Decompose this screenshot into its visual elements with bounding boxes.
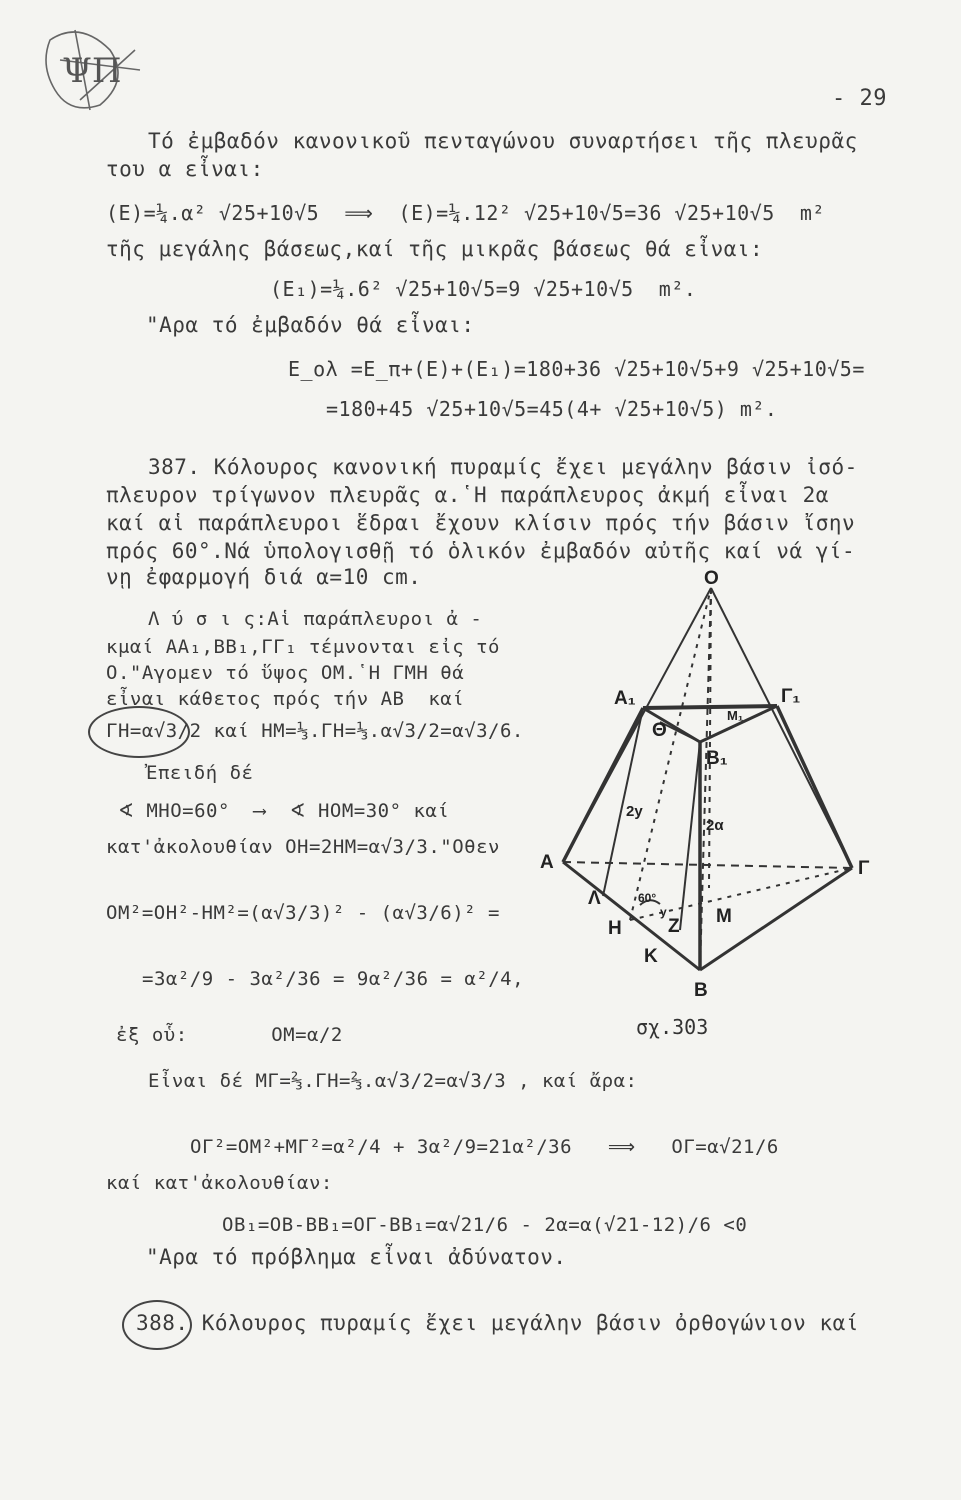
label-K: K (644, 946, 658, 967)
text-line: του α εἶναι: (106, 157, 264, 181)
label-O: O (704, 568, 719, 589)
solution-text: εἶναι κάθετος πρός τήν ΑΒ καί (106, 688, 465, 710)
solution-formula: ΟΒ₁=ΟΒ-ΒΒ₁=ΟΓ-ΒΒ₁=α√21/6 - 2α=α(√21-12)/6 <0 (222, 1214, 748, 1236)
label-2y: 2y (626, 803, 643, 820)
label-B: B (694, 980, 708, 1001)
solution-formula: ∢ ΜΗΟ=60° ⟶ ∢ ΗΟΜ=30° καί (118, 800, 450, 822)
text-line: τῆς μεγάλης βάσεως,καί τῆς μικρᾶς βάσεως θά εἶναι: (106, 237, 764, 261)
solution-text: Ο."Αγομεν τό ὕψος ΟΜ.῾Η ΓΜΗ θά (106, 662, 465, 684)
label-L: Λ (588, 888, 601, 909)
edge-AG (563, 862, 852, 868)
text-line: Τό ἐμβαδόν κανονικοῦ πενταγώνου συναρτήσει τῆς πλευρᾶς (148, 129, 858, 153)
lateral-AA1 (563, 708, 643, 862)
line-B1Z (680, 742, 700, 930)
label-M: M (716, 906, 732, 927)
formula-line: Ε_ολ =Ε_π+(Ε)+(Ε₁)=180+36 √25+10√5+9 √25+10√5= (288, 357, 865, 381)
line-A1L (603, 708, 643, 896)
solution-conclusion: "Αρα τό πρόβλημα εἶναι ἀδύνατον. (146, 1245, 567, 1269)
solution-formula: ἐξ οὗ: ΟΜ=α/2 (116, 1024, 343, 1046)
text-line: "Αρα τό ἐμβαδόν θά εἶναι: (146, 313, 475, 337)
formula-line: (Ε₁)=¼.6² √25+10√5=9 √25+10√5 m². (270, 277, 697, 301)
formula-line: =180+45 √25+10√5=45(4+ √25+10√5) m². (326, 397, 778, 421)
problem-387-text: καί αἱ παράπλευροι ἕδραι ἔχουν κλίσιν πρός τήν βάσιν ἴσην (106, 511, 856, 535)
solution-formula: ΟΓ²=ΟΜ²+ΜΓ²=α²/4 + 3α²/9=21α²/36 ⟹ ΟΓ=α√21/6 (190, 1136, 779, 1158)
label-theta: Θ (652, 720, 667, 741)
formula-line: (Ε)=¼.α² √25+10√5 ⟹ (Ε)=¼.12² √25+10√5=36 √25+10√5 m² (106, 201, 825, 225)
problem-387-text: πλευρον τρίγωνον πλευρᾶς α.῾Η παράπλευρος ἀκμή εἶναι 2α (106, 483, 829, 507)
solution-text: Ἐπειδή δέ (146, 762, 254, 784)
problem-387-text: 387. Κόλουρος κανονική πυραμίς ἔχει μεγάλην βάσιν ἰσό- (148, 455, 858, 479)
solution-formula: ΓΗ=α√3/2 καί ΗΜ=⅓.ΓΗ=⅓.α√3/2=α√3/6. (106, 720, 524, 742)
problem-387-text: πρός 60°.Νά ὑπολογισθῇ τό ὁλικόν ἐμβαδόν αὐτῆς καί νά γί- (106, 539, 856, 563)
label-M1: M₁ (727, 708, 744, 723)
figure-caption: σχ.303 (636, 1015, 709, 1039)
solution-formula: =3α²/9 - 3α²/36 = 9α²/36 = α²/4, (142, 968, 525, 990)
problem-388-text: 388. Κόλουρος πυραμίς ἔχει μεγάλην βάσιν ὀρθογώνιον καί (136, 1311, 859, 1335)
solution-text: καί κατ'ἀκολουθίαν: (106, 1172, 333, 1194)
label-H: H (608, 918, 622, 939)
label-G1: Γ₁ (781, 686, 801, 707)
label-G: Γ (858, 858, 870, 879)
label-A1: A₁ (614, 688, 636, 709)
svg-text:ΨΠ: ΨΠ (62, 51, 122, 91)
solution-text: κμαί ΑΑ₁,ΒΒ₁,ΓΓ₁ τέμνονται εἰς τό (106, 636, 500, 658)
lateral-GG1 (777, 706, 852, 868)
label-Z: Z (668, 916, 680, 937)
label-A: A (540, 852, 554, 873)
solution-text: Λ ύ σ ι ς:Αἱ παράπλευροι ἀ - (148, 608, 483, 630)
page-number: - 29 (832, 86, 887, 111)
label-60deg: 60° (638, 891, 657, 905)
problem-387-text: νῃ ἐφαρμογή διά α=10 cm. (106, 565, 422, 589)
label-y: y (660, 905, 667, 919)
solution-formula: ΟΜ²=ΟΗ²-ΗΜ²=(α√3/3)² - (α√3/6)² = (106, 902, 500, 924)
label-B1: B₁ (706, 748, 728, 769)
edge-A1G1 (643, 706, 777, 708)
solution-formula: Εἶναι δέ ΜΓ=⅔.ΓΗ=⅔.α√3/2=α√3/3 , καί ἄρα: (148, 1070, 638, 1092)
label-2a: 2α (706, 817, 724, 834)
solution-formula: κατ'ἀκολουθίαν ΟΗ=2ΗΜ=α√3/3."Οθεν (106, 836, 500, 858)
